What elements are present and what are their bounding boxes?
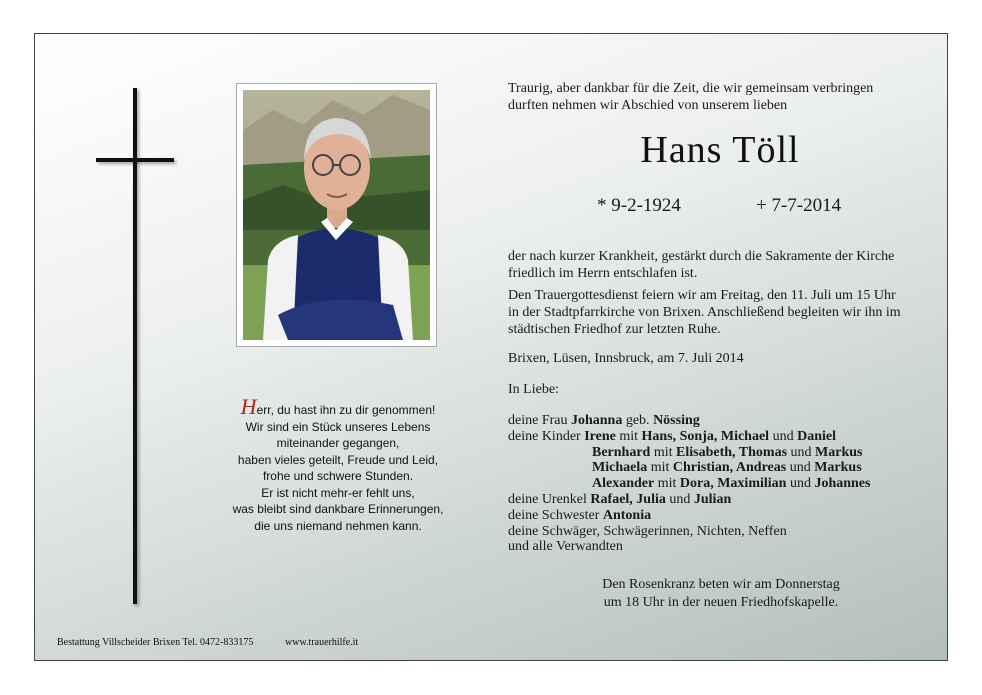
poem-line: Wir sind ein Stück unseres Lebens xyxy=(245,419,431,434)
list-item: und alle Verwandten xyxy=(508,539,623,555)
list-item: deine Kinder Irene mit Hans, Sonja, Michael und Daniel xyxy=(508,428,836,444)
list-item: deine Schwester Antonia xyxy=(508,507,652,523)
list-item: deine Schwäger, Schwägerinnen, Nichten, Neffen xyxy=(508,523,787,539)
birth-date: * 9-2-1924 xyxy=(597,195,681,216)
family-list xyxy=(508,413,938,555)
footer-website[interactable]: www.trauerhilfe.it xyxy=(285,637,359,648)
list-item: Alexander mit Dora, Maximilian und Johannes xyxy=(592,476,871,492)
deceased-name: Hans Töll xyxy=(640,129,800,171)
intro-text: Traurig, aber dankbar für die Zeit, die wir gemeinsam verbringen durften nehmen wir Abschied von unserem lieben xyxy=(508,81,874,113)
place-date: Brixen, Lüsen, Innsbruck, am 7. Juli 2014 xyxy=(508,351,744,366)
poem-initial: H xyxy=(240,394,257,419)
paragraph-passing: der nach kurzer Krankheit, gestärkt durch die Sakramente der Kirche friedlich im Herrn entschlafen ist. xyxy=(508,249,895,281)
poem-line: die uns niemand nehmen kann. xyxy=(254,518,422,533)
cross-icon xyxy=(133,88,137,604)
poem-line: Er ist nicht mehr-er fehlt uns, xyxy=(261,485,415,500)
list-item: Bernhard mit Elisabeth, Thomas und Markus xyxy=(592,444,863,460)
poem-line: haben vieles geteilt, Freude und Leid, xyxy=(237,452,439,467)
portrait-photo xyxy=(236,83,437,347)
list-item: deine Frau Johanna geb. Nössing xyxy=(508,413,700,428)
portrait-photo-icon xyxy=(243,90,430,340)
poem-line: frohe und schwere Stunden. xyxy=(262,469,414,483)
list-item: deine Urenkel Rafael, Julia und Julian xyxy=(508,491,732,507)
poem-line: was bleibt sind dankbare Erinnerungen, xyxy=(232,502,444,516)
list-item: Michaela mit Christian, Andreas und Markus xyxy=(592,460,862,476)
poem xyxy=(214,394,462,534)
paragraph-funeral: Den Trauergottesdienst feiern wir am Freitag, den 11. Juli um 15 Uhr in der Stadtpfarrkirche von Brixen. Anschließend begleiten wir ihn im städtischen Friedhof zur letzten Ruhe. xyxy=(508,288,901,337)
poem-line: Herr, du hast ihn zu dir genommen! xyxy=(240,394,436,419)
cross-icon-bar xyxy=(96,158,174,162)
poem-line: miteinander gegangen, xyxy=(276,436,400,450)
in-love-heading: In Liebe: xyxy=(508,382,559,397)
death-date: + 7-7-2014 xyxy=(756,195,842,216)
rosary-notice: Den Rosenkranz beten wir am Donnerstag um 18 Uhr in der neuen Friedhofskapelle. xyxy=(602,577,840,610)
footer-company: Bestattung Villscheider Brixen Tel. 0472-833175 xyxy=(57,637,254,648)
